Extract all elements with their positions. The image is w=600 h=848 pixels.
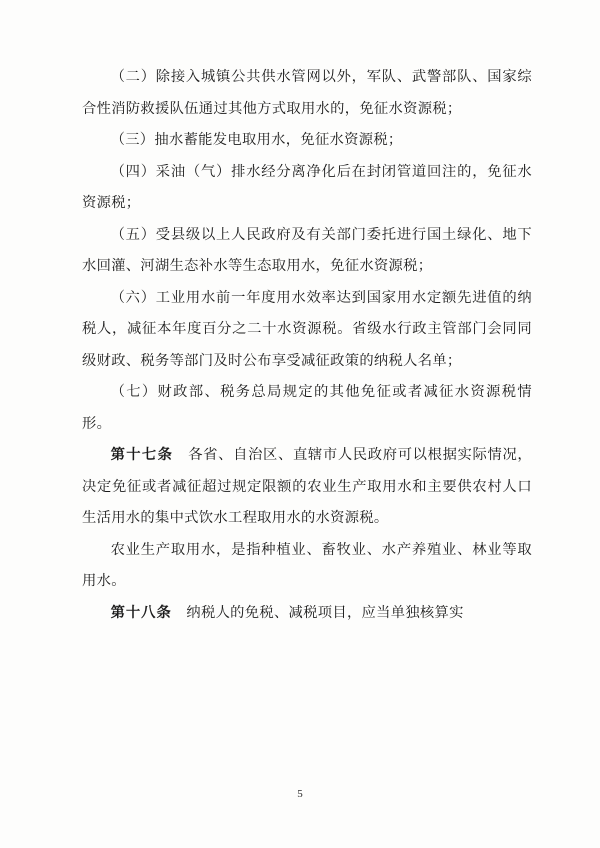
paragraph-item-7: （七）财政部、税务总局规定的其他免征或者减征水资源税情形。	[82, 384, 532, 432]
paragraph-item-5: （五）受县级以上人民政府及有关部门委托进行国土绿化、地下水回灌、河湖生态补水等生态取用水，免征水资源税；	[82, 226, 532, 274]
article-seventeen	[82, 440, 532, 535]
paragraph-item-3: （三）抽水蓄能发电取用水，免征水资源税；	[110, 132, 403, 148]
page-number: 5	[297, 788, 303, 800]
article-eighteen	[82, 598, 532, 630]
paragraph-item-6: （六）工业用水前一年度用水效率达到国家用水定额先进值的纳税人，减征本年度百分之二十水资源税。省级水行政主管部门会同同级财政、税务等部门及时公布享受减征政策的纳税人名单；	[82, 289, 532, 369]
paragraph-item-2: （二）除接入城镇公共供水管网以外，军队、武警部队、国家综合性消防救援队伍通过其他方式取用水的，免征水资源税；	[82, 69, 532, 117]
article-eighteen-label: 第十八条	[110, 604, 172, 621]
article-seventeen-text: 各省、自治区、直辖市人民政府可以根据实际情况，决定免征或者减征超过规定限额的农业生产取用水和主要供农村人口生活用水的集中式饮水工程取用水的水资源税。	[82, 447, 532, 526]
document-body	[82, 62, 532, 629]
article-eighteen-text: 纳税人的免税、减税项目，应当单独核算实	[171, 604, 464, 621]
paragraph-agricultural-definition: 农业生产取用水，是指种植业、畜牧业、水产养殖业、林业等取用水。	[82, 541, 532, 589]
paragraph-item-4: （四）采油（气）排水经分离净化后在封闭管道回注的，免征水资源税；	[82, 163, 532, 211]
article-seventeen-label: 第十七条	[110, 447, 174, 463]
